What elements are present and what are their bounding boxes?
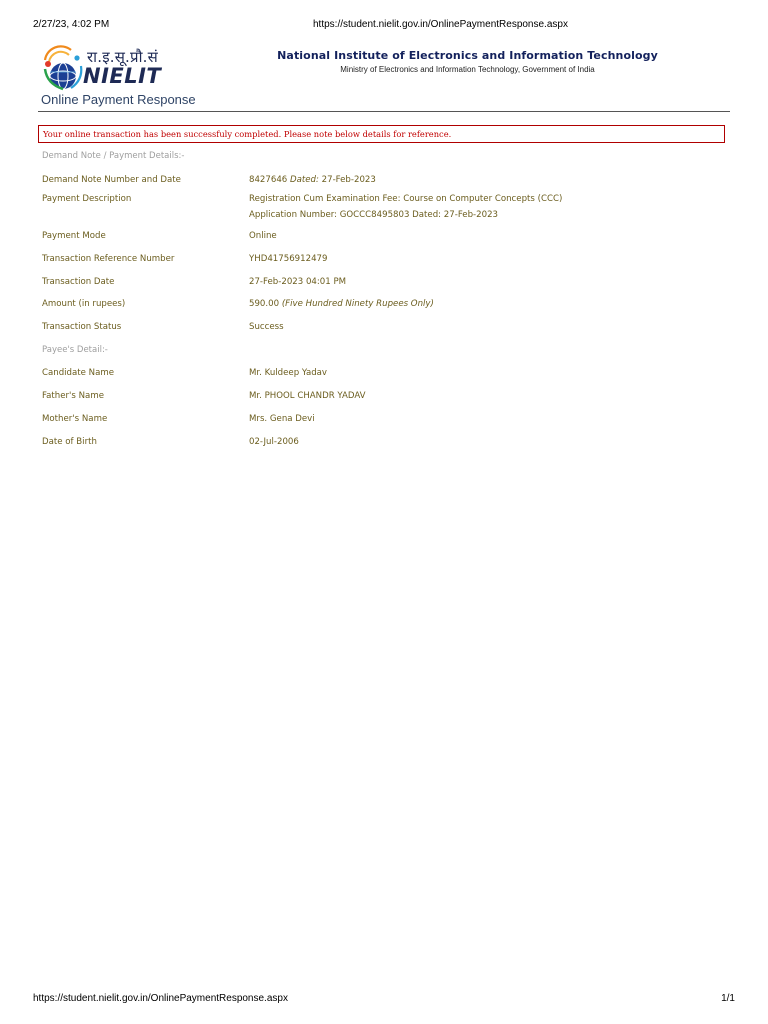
value-dob: 02-Jul-2006 <box>249 437 299 447</box>
print-datetime: 2/27/23, 4:02 PM <box>33 19 110 30</box>
amount-words: (Five Hundred Ninety Rupees Only) <box>281 299 434 309</box>
demand-note-number: 8427646 <box>249 175 288 185</box>
label-date: Transaction Date <box>42 277 115 287</box>
print-footer <box>33 993 735 1007</box>
value-amount <box>249 296 434 312</box>
label-candidate: Candidate Name <box>42 368 115 378</box>
description-line2: Application Number: GOCCC8495803 Dated: 27-Feb-2023 <box>249 210 499 220</box>
organization-header <box>200 49 735 74</box>
label-mode: Payment Mode <box>42 231 106 241</box>
section-demand-note: Demand Note / Payment Details:- <box>42 151 185 161</box>
footer-url: https://student.nielit.gov.in/OnlinePaymentResponse.aspx <box>33 993 288 1004</box>
label-reference: Transaction Reference Number <box>42 254 175 264</box>
nielit-logo <box>41 44 162 92</box>
organization-ministry: Ministry of Electronics and Information Technology, Government of India <box>340 65 595 74</box>
label-mother: Mother's Name <box>42 414 108 424</box>
label-father: Father's Name <box>42 391 104 401</box>
value-status: Success <box>249 322 284 332</box>
value-candidate: Mr. Kuldeep Yadav <box>249 368 328 378</box>
page-title: Online Payment Response <box>41 92 196 107</box>
logo-hindi-text: रा.इ.सू.प्रौ.सं <box>87 48 158 66</box>
value-mode: Online <box>249 231 277 241</box>
value-reference: YHD41756912479 <box>249 254 328 264</box>
page-number: 1/1 <box>721 993 735 1004</box>
success-alert: Your online transaction has been successfuly completed. Please note below details for reference. <box>38 125 725 143</box>
value-demand-note <box>249 172 376 188</box>
label-demand-note: Demand Note Number and Date <box>42 175 181 185</box>
description-line1: Registration Cum Examination Fee: Course on Computer Concepts (CCC) <box>249 194 563 204</box>
section-payee: Payee's Detail:- <box>42 345 108 355</box>
label-dob: Date of Birth <box>42 437 97 447</box>
value-description <box>249 191 562 223</box>
print-header <box>33 19 735 33</box>
print-url: https://student.nielit.gov.in/OnlinePaymentResponse.aspx <box>313 19 568 30</box>
label-amount: Amount (in rupees) <box>42 299 126 309</box>
value-date: 27-Feb-2023 04:01 PM <box>249 277 347 287</box>
globe-logo-icon <box>41 44 87 92</box>
logo-brand-text: NIELIT <box>83 64 162 88</box>
amount-value: 590.00 <box>249 299 280 309</box>
value-father: Mr. PHOOL CHANDR YADAV <box>249 391 366 401</box>
organization-name: National Institute of Electronics and Information Technology <box>277 49 658 62</box>
header-divider <box>38 111 730 112</box>
label-status: Transaction Status <box>42 322 122 332</box>
dated-label: Dated: <box>290 175 319 185</box>
value-mother: Mrs. Gena Devi <box>249 414 315 424</box>
label-description: Payment Description <box>42 194 132 204</box>
demand-note-date: 27-Feb-2023 <box>321 175 376 185</box>
